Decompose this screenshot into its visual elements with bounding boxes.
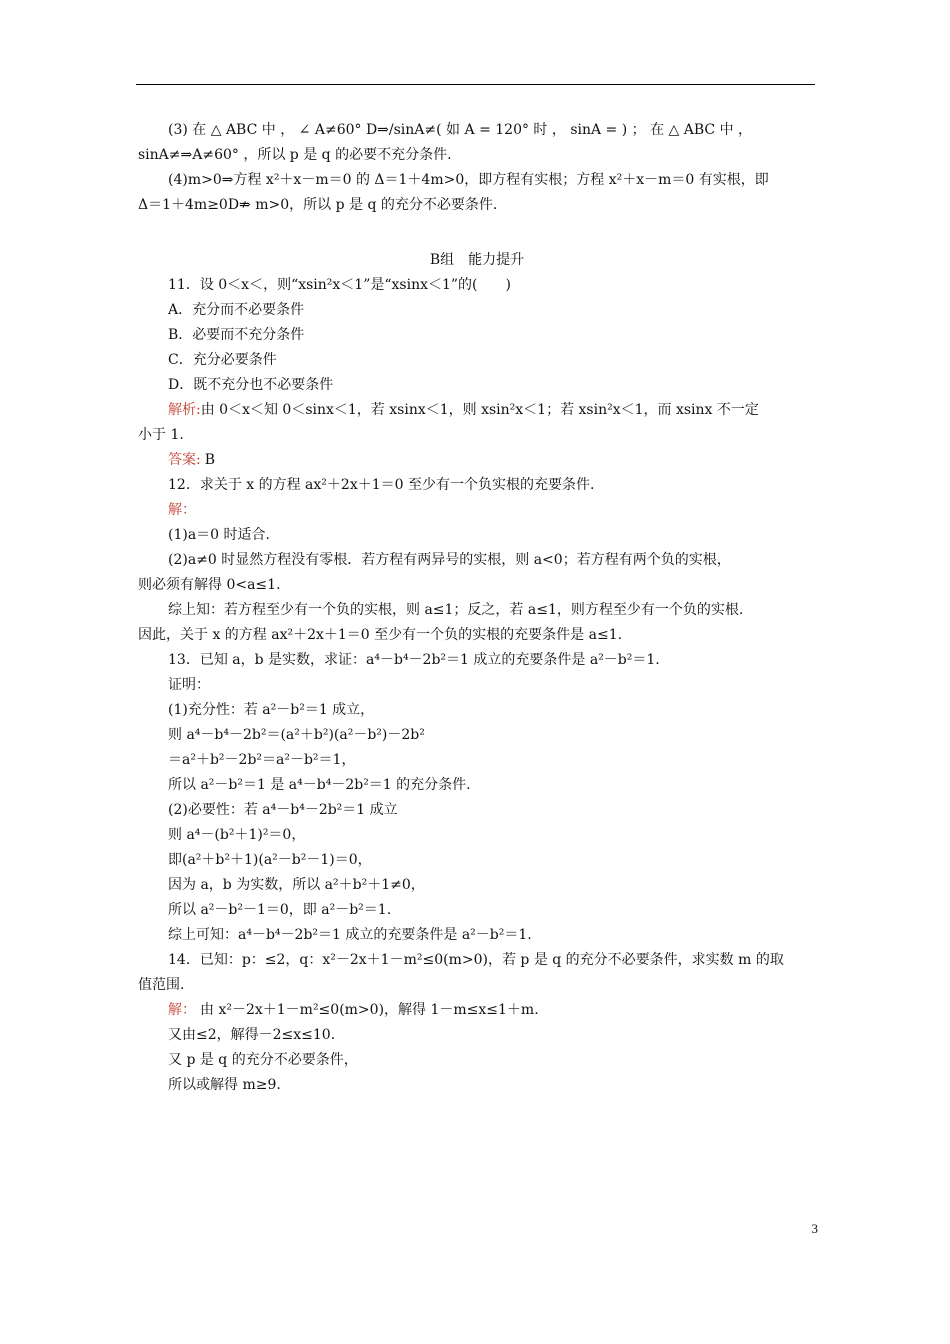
question-13: 13．已知 a，b 是实数，求证：a⁴－b⁴－2b²＝1 成立的充要条件是 a²－b²＝1. (168, 652, 660, 668)
analysis-text: 由 0＜x＜知 0＜sinx＜1，若 xsinx＜1，则 xsin²x＜1；若 xsin²x＜1，而 xsinx 不一定 (200, 402, 759, 418)
text-line: 则必须有解得 0<a≤1. (138, 577, 281, 593)
header-rule (136, 84, 815, 85)
text-line: 所以或解得 m≥9. (168, 1077, 281, 1093)
answer-label: 答案: (168, 452, 201, 468)
text-line: Δ＝1＋4m≥0D⇏ m>0，所以 p 是 q 的充分不必要条件. (138, 197, 498, 213)
analysis-line (138, 398, 816, 423)
page-number: 3 (811, 1221, 818, 1236)
text-line: (3) 在 △ ABC 中 ， ∠ A≠60° D⇒/sinA≠( 如 A = 120° 时 ， sinA = ) ； 在 △ ABC 中 ， (168, 122, 753, 138)
question-14: 14．已知：p：≤2，q：x²－2x＋1－m²≤0(m>0)，若 p 是 q 的充分不必要条件，求实数 m 的取 (168, 952, 784, 968)
text-line: sinA≠⇒A≠60° ，所以 p 是 q 的必要不充分条件. (138, 147, 452, 163)
text-line: 即(a²＋b²＋1)(a²－b²－1)＝0， (168, 852, 372, 868)
document-body (138, 118, 816, 1098)
text-line: 所以 a²－b²＝1 是 a⁴－b⁴－2b²＝1 的充分条件. (168, 777, 471, 793)
text-line: (1)充分性：若 a²－b²＝1 成立， (168, 702, 375, 718)
text-line: 又 p 是 q 的充分不必要条件， (168, 1052, 358, 1068)
text-line: (2)a≠0 时显然方程没有零根．若方程有两异号的实根，则 a<0；若方程有两个负的实根， (168, 552, 731, 568)
option-a: A．充分而不必要条件 (168, 302, 305, 318)
solution-label: 解： (168, 502, 196, 518)
section-heading: B组 能力提升 (429, 252, 525, 268)
text-line: 综上可知：a⁴－b⁴－2b²＝1 成立的充要条件是 a²－b²＝1. (168, 927, 532, 943)
text-line: 又由≤2，解得－2≤x≤10. (168, 1027, 336, 1043)
text-line: 所以 a²－b²－1＝0，即 a²－b²＝1. (168, 902, 392, 918)
option-d: D．既不充分也不必要条件 (168, 377, 334, 393)
text-line: 综上知：若方程至少有一个负的实根，则 a≤1；反之，若 a≤1，则方程至少有一个负的实根. (168, 602, 744, 618)
text-line: 则 a⁴－(b²＋1)²＝0， (168, 827, 306, 843)
text-line: 值范围. (138, 977, 185, 993)
solution-label: 解： (168, 1002, 196, 1018)
option-b: B．必要而不充分条件 (168, 327, 305, 343)
text-line: 因为 a，b 为实数，所以 a²＋b²＋1≠0， (168, 877, 425, 893)
text-line: (1)a＝0 时适合. (168, 527, 270, 543)
option-c: C．充分必要条件 (168, 352, 277, 368)
analysis-label: 解析: (168, 402, 201, 418)
question-12: 12．求关于 x 的方程 ax²＋2x＋1＝0 至少有一个负实根的充要条件. (168, 477, 595, 493)
solution-text: 由 x²－2x＋1－m²≤0(m>0)，解得 1－m≤x≤1＋m. (200, 1002, 539, 1018)
question-11: 11．设 0＜x＜，则“xsin²x＜1”是“xsinx＜1”的( ) (168, 277, 511, 293)
solution-line (138, 998, 816, 1023)
text-line: (2)必要性：若 a⁴－b⁴－2b²＝1 成立 (168, 802, 398, 818)
text-line: (4)m>0⇒方程 x²＋x－m＝0 的 Δ＝1＋4m>0，即方程有实根；方程 x²＋x－m＝0 有实根，即 (168, 172, 769, 188)
text-line: 因此，关于 x 的方程 ax²＋2x＋1＝0 至少有一个负的实根的充要条件是 a≤1. (138, 627, 623, 643)
answer-value: B (204, 452, 216, 468)
proof-label: 证明： (168, 677, 210, 693)
answer-line (138, 448, 816, 473)
text-line: 则 a⁴－b⁴－2b²＝(a²＋b²)(a²－b²)－2b² (168, 727, 425, 743)
text-line: 小于 1. (138, 427, 184, 443)
text-line: ＝a²＋b²－2b²＝a²－b²＝1， (168, 752, 356, 768)
